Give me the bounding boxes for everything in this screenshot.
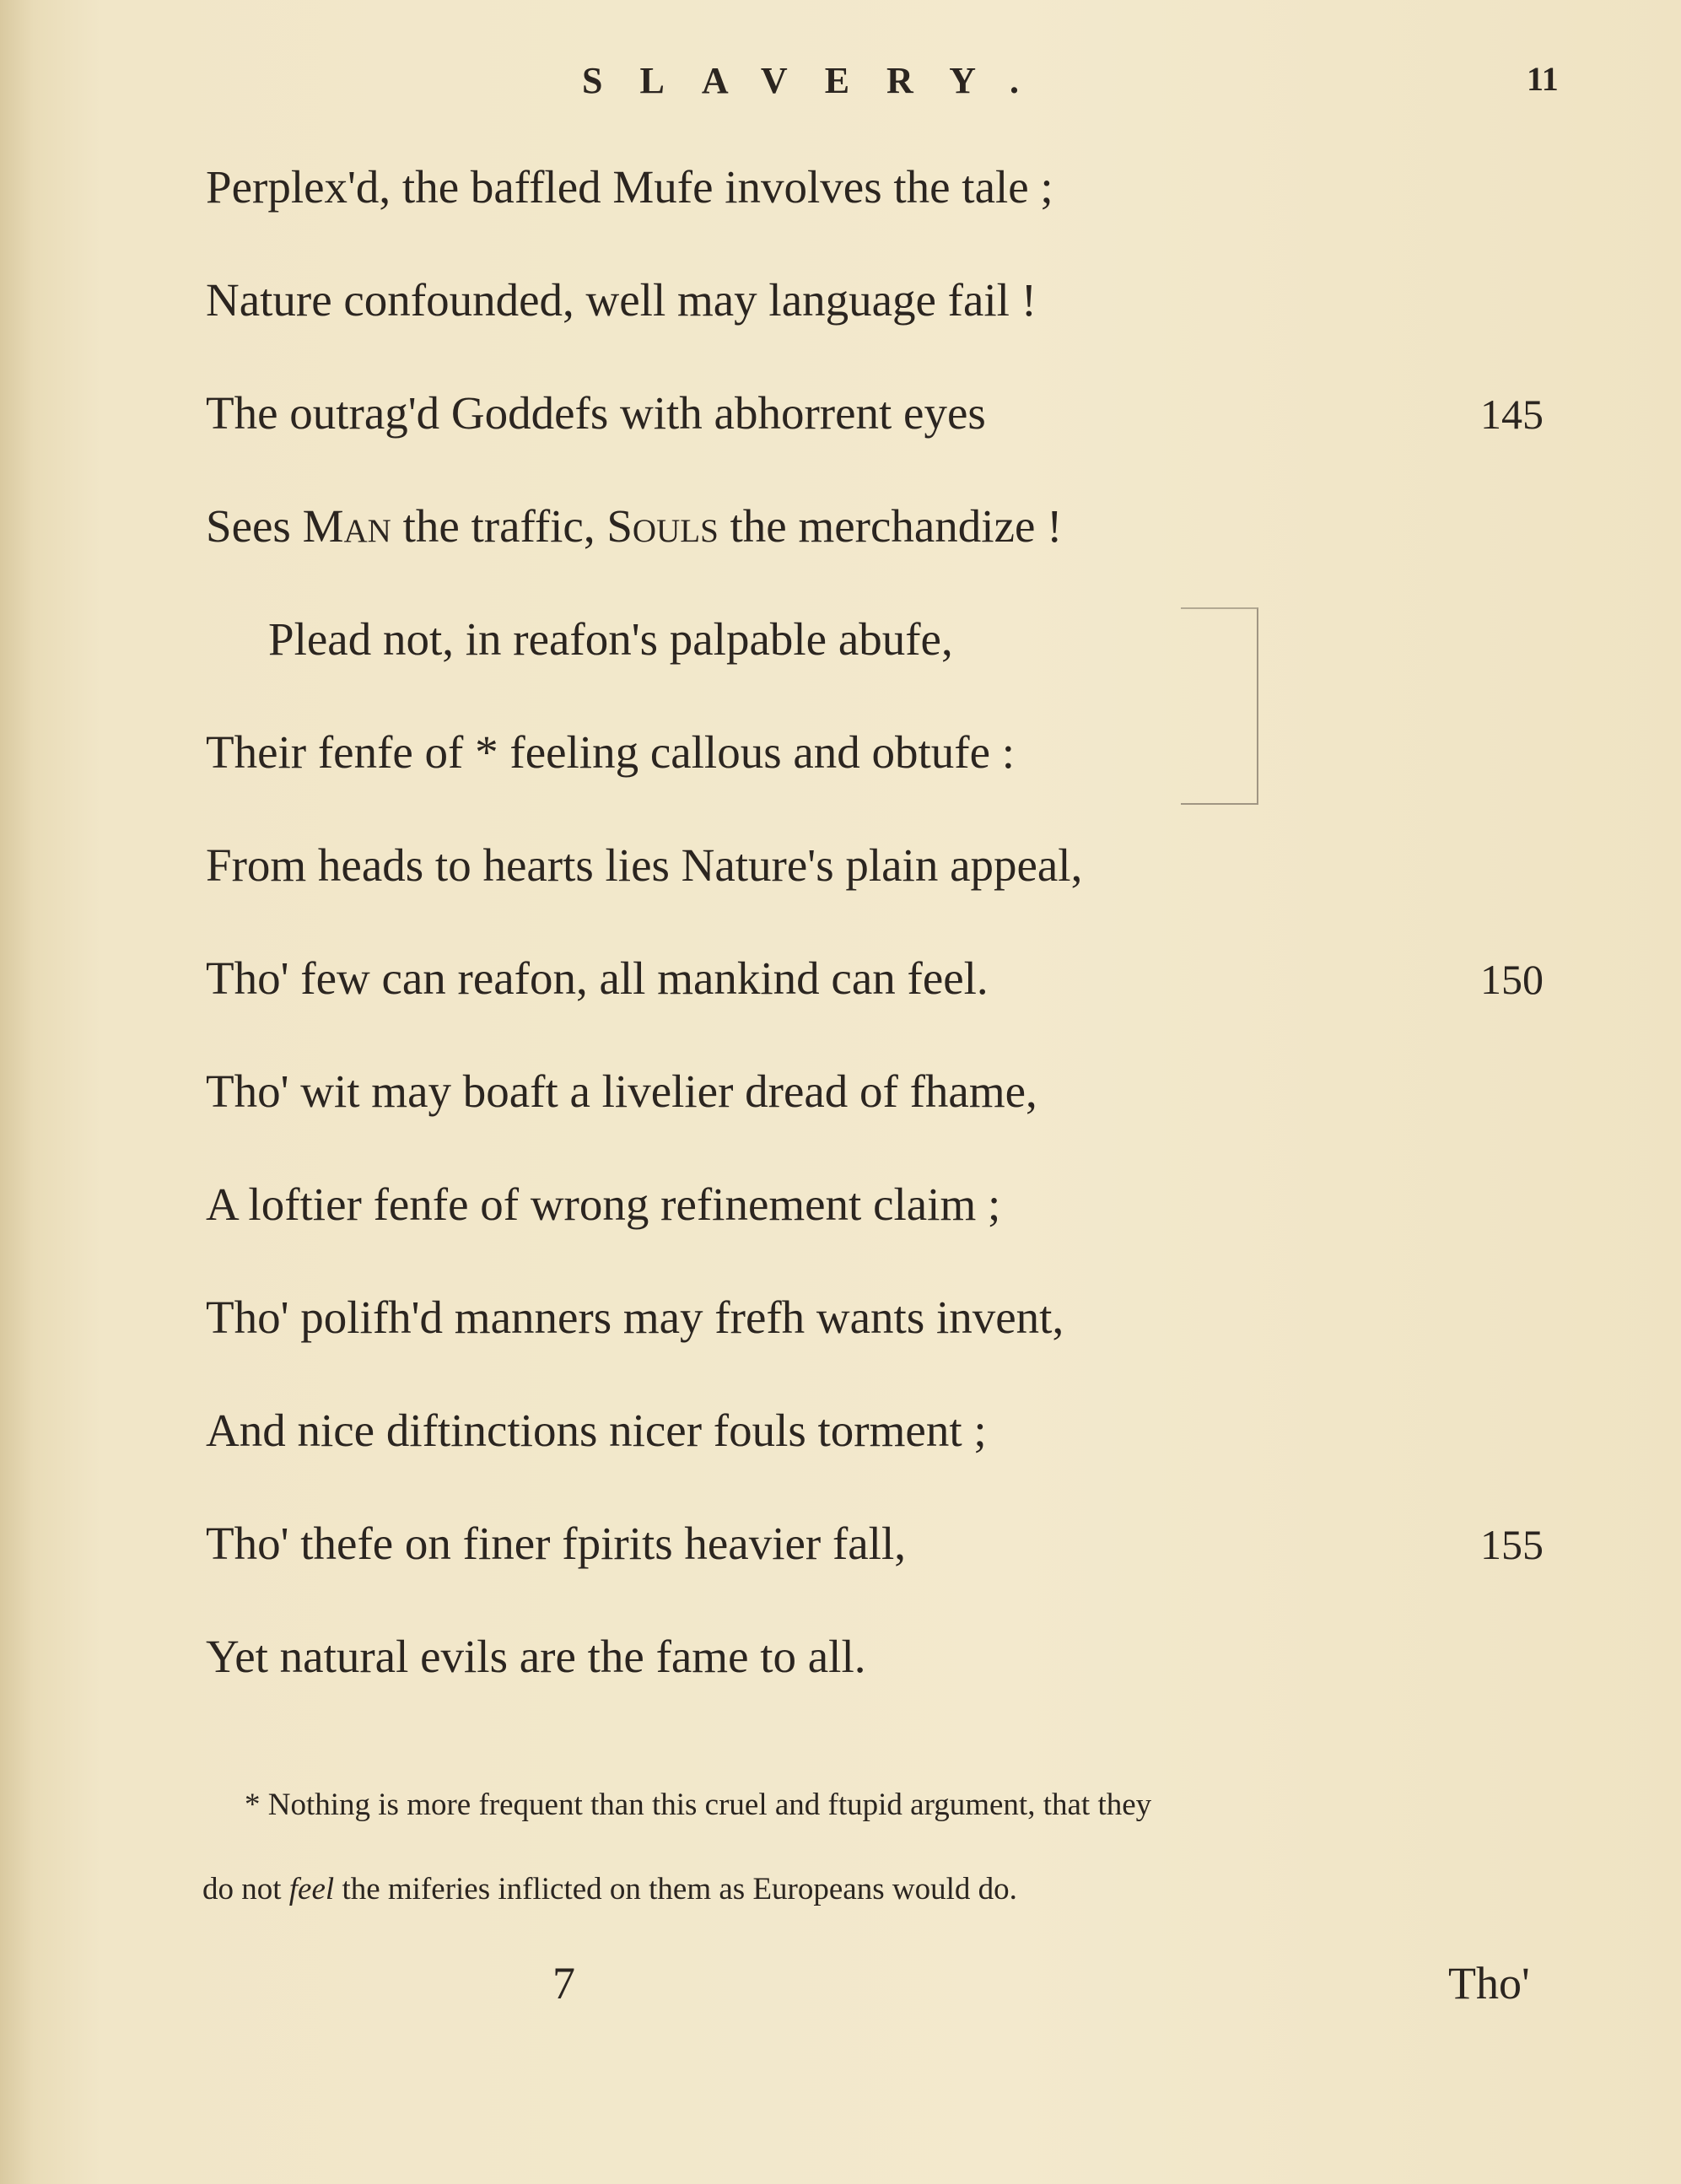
- catchword: Tho': [1448, 1958, 1530, 2009]
- text: the miferies inflicted on them as Europeans would do.: [334, 1872, 1017, 1906]
- small-caps-text: Man: [302, 500, 391, 552]
- signature-mark: 7: [552, 1958, 575, 2009]
- line-number: 155: [1480, 1521, 1544, 1568]
- page-number: 11: [1527, 60, 1559, 98]
- text: do not: [202, 1872, 289, 1906]
- verse-line: Tho' few can reafon, all mankind can feel.: [206, 952, 989, 1004]
- verse-line: [206, 499, 1062, 553]
- verse-line: And nice diftinctions nicer fouls torment ;: [206, 1405, 987, 1456]
- verse-line: Plead not, in reafon's palpable abufe,: [268, 613, 953, 665]
- verse-line: The outrag'd Goddefs with abhorrent eyes: [206, 387, 986, 439]
- verse-line: Tho' thefe on finer fpirits heavier fall,: [206, 1518, 906, 1569]
- line-number: 150: [1480, 956, 1544, 1003]
- text: the merchandize !: [718, 500, 1063, 552]
- italic-text: feel: [288, 1872, 335, 1906]
- small-caps-text: Souls: [606, 500, 719, 552]
- verse-line: Nature confounded, well may language fail !: [206, 274, 1037, 326]
- text: the traffic,: [391, 500, 607, 552]
- running-header: SLAVERY.: [582, 60, 1057, 101]
- line-number: 145: [1480, 391, 1544, 438]
- verse-line: Tho' polifh'd manners may frefh wants invent,: [206, 1292, 1064, 1343]
- text: Sees: [206, 500, 303, 552]
- verse-line: Tho' wit may boaft a livelier dread of fhame,: [206, 1065, 1037, 1117]
- verse-line: Yet natural evils are the fame to all.: [206, 1631, 866, 1682]
- footnote-line: [202, 1871, 1017, 1907]
- verse-line: Perplex'd, the baffled Mufe involves the tale ;: [206, 161, 1053, 213]
- verse-line: Their fenfe of * feeling callous and obtufe :: [206, 726, 1016, 778]
- verse-line: From heads to hearts lies Nature's plain appeal,: [206, 839, 1083, 891]
- verse-line: A loftier fenfe of wrong refinement claim ;: [206, 1178, 1001, 1230]
- footnote-line: * Nothing is more frequent than this cruel and ftupid argument, that they: [245, 1788, 1152, 1822]
- margin-bracket-mark: [1181, 607, 1258, 805]
